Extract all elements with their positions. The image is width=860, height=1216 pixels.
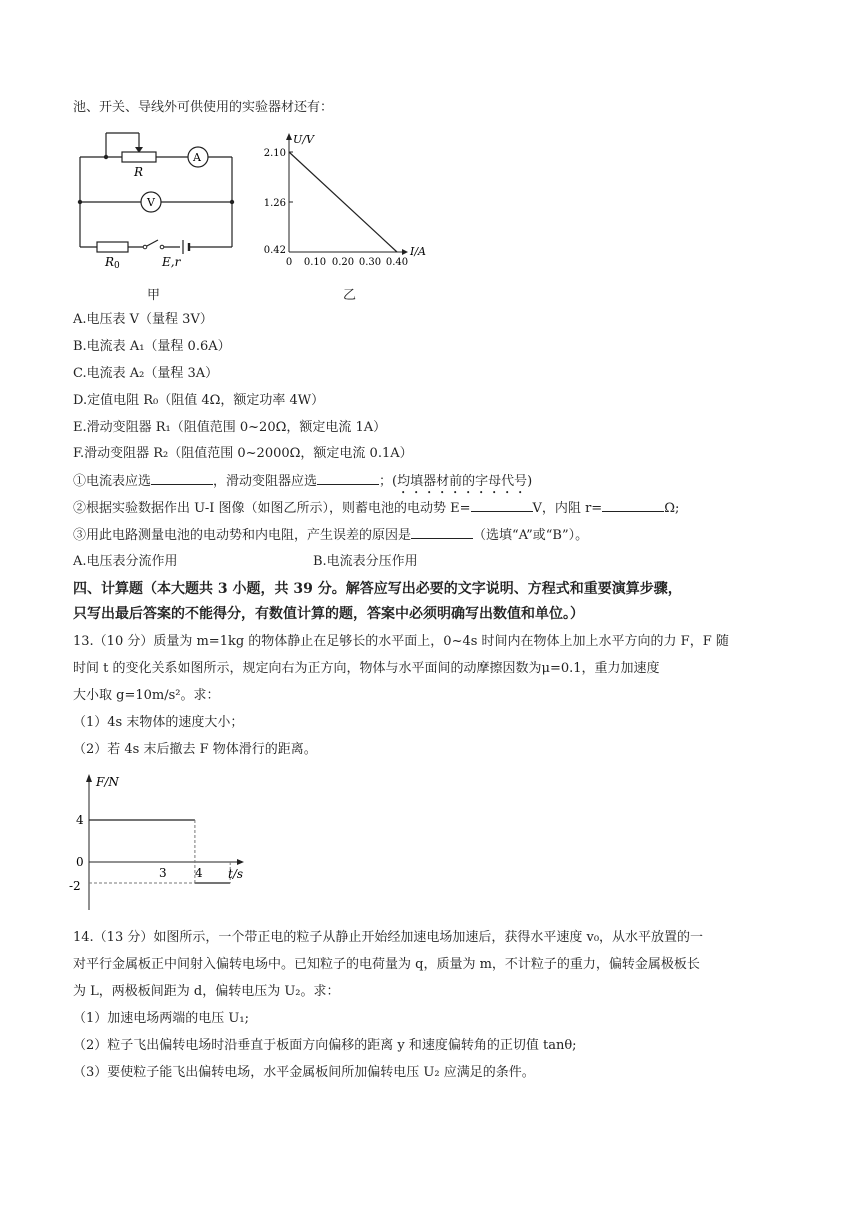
q3-option-a: A.电压表分流作用 xyxy=(73,554,178,569)
ui-graph xyxy=(260,130,440,275)
problem-13-line2: 时间 t 的变化关系如图所示，规定向右为正方向，物体与水平面间的动摩擦因数为μ=0.1，重力加速度 xyxy=(73,661,660,676)
y-tick-label: 4 xyxy=(76,813,84,827)
question-1: ①电流表应选 ，滑动变阻器应选 ；(均填器材前的字母代号) xyxy=(73,471,532,497)
resistor-r xyxy=(122,152,156,162)
problem-13-line3: 大小取 g=10m/s²。求： xyxy=(73,688,220,703)
problem-13-line1: 13.（10 分）质量为 m=1kg 的物体静止在足够长的水平面上，0~4s 时间内在物体上加上水平方向的力 F，F 随 xyxy=(73,634,729,649)
y-tick-label: -2 xyxy=(69,879,81,893)
label-r0: R0 xyxy=(105,255,120,270)
option-f: F.滑动变阻器 R₂（阻值范围 0~2000Ω，额定电流 0.1A） xyxy=(73,446,413,461)
resistor-r0 xyxy=(97,242,128,252)
option-e: E.滑动变阻器 R₁（阻值范围 0~20Ω，额定电流 1A） xyxy=(73,420,387,435)
label-ammeter: A xyxy=(193,151,201,164)
x-tick-label: 3 xyxy=(159,866,167,880)
section-4-heading: 四、计算题（本大题共 3 小题，共 39 分。解答应写出必要的文字说明、方程式和重要演算步骤， xyxy=(73,581,682,597)
caption-yi: 乙 xyxy=(343,288,357,303)
f-t-graph xyxy=(62,770,262,915)
answer-blank-rheostat[interactable] xyxy=(317,471,379,485)
answer-blank-emf[interactable] xyxy=(471,498,533,512)
x-axis-label: I/A xyxy=(410,245,426,258)
label-voltmeter: V xyxy=(147,196,155,209)
x-tick-label: 0.40 xyxy=(385,257,409,268)
data-line xyxy=(289,152,397,252)
question-3-options xyxy=(73,552,418,572)
y-tick-label: 1.26 xyxy=(263,198,286,209)
question-3: ③用此电路测量电池的电动势和内电阻，产生误差的原因是 （选填“A”或“B”）。 xyxy=(73,525,588,546)
x-tick-label: 4 xyxy=(195,866,203,880)
circuit-diagram xyxy=(70,130,245,270)
y-tick-label: 2.10 xyxy=(263,148,286,159)
problem-13-sub2: （2）若 4s 末后撤去 F 物体滑行的距离。 xyxy=(73,742,317,757)
problem-14-sub3: （3）要使粒子能飞出偏转电场，水平金属板间所加偏转电压 U₂ 应满足的条件。 xyxy=(73,1065,535,1080)
option-b: B.电流表 A₁（量程 0.6A） xyxy=(73,339,231,354)
problem-13-sub1: （1）4s 末物体的速度大小； xyxy=(73,715,244,730)
problem-14-line2: 对平行金属板正中间射入偏转电场中。已知粒子的电荷量为 q，质量为 m，不计粒子的重力，偏转金属极板长 xyxy=(73,957,700,972)
problem-14-sub2: （2）粒子飞出偏转电场时沿垂直于板面方向偏移的距离 y 和速度偏转角的正切值 tanθ; xyxy=(73,1038,577,1053)
y-axis-label: F/N xyxy=(96,775,119,789)
problem-14-line3: 为 L，两极板间距为 d，偏转电压为 U₂。求： xyxy=(73,984,340,999)
y-tick-label: 0.42 xyxy=(263,245,286,256)
y-axis-label: U/V xyxy=(293,133,314,146)
caption-jia: 甲 xyxy=(147,288,161,303)
x-tick-label: 0.30 xyxy=(358,257,382,268)
y-tick-label: 0 xyxy=(76,855,84,869)
x-tick-label: 0.20 xyxy=(331,257,355,268)
answer-blank-error[interactable] xyxy=(411,525,473,539)
answer-blank-ammeter[interactable] xyxy=(151,471,213,485)
label-r: R xyxy=(134,165,144,179)
problem-14-line1: 14.（13 分）如图所示，一个带正电的粒子从静止开始经加速电场加速后，获得水平速度 v₀，从水平放置的一 xyxy=(73,930,704,945)
x-tick-label: 0.10 xyxy=(303,257,327,268)
option-d: D.定值电阻 R₀（阻值 4Ω，额定功率 4W） xyxy=(73,393,325,408)
q3-option-b: B.电流表分压作用 xyxy=(313,554,418,569)
x-axis-label: t/s xyxy=(228,867,244,881)
problem-14-sub1: （1）加速电场两端的电压 U₁; xyxy=(73,1011,249,1026)
intro-text: 池、开关、导线外可供使用的实验器材还有： xyxy=(73,100,334,115)
section-4-heading-2: 只写出最后答案的不能得分，有数值计算的题，答案中必须明确写出数值和单位。） xyxy=(73,606,584,622)
x-tick-label: 0 xyxy=(285,257,293,268)
question-2: ②根据实验数据作出 U-I 图像（如图乙所示），则蓄电池的电动势 E= V，内阻 r= Ω; xyxy=(73,498,679,519)
option-a: A.电压表 V（量程 3V） xyxy=(73,312,213,327)
answer-blank-r[interactable] xyxy=(602,498,664,512)
option-c: C.电流表 A₂（量程 3A） xyxy=(73,366,219,381)
label-emf: E,r xyxy=(162,255,181,269)
